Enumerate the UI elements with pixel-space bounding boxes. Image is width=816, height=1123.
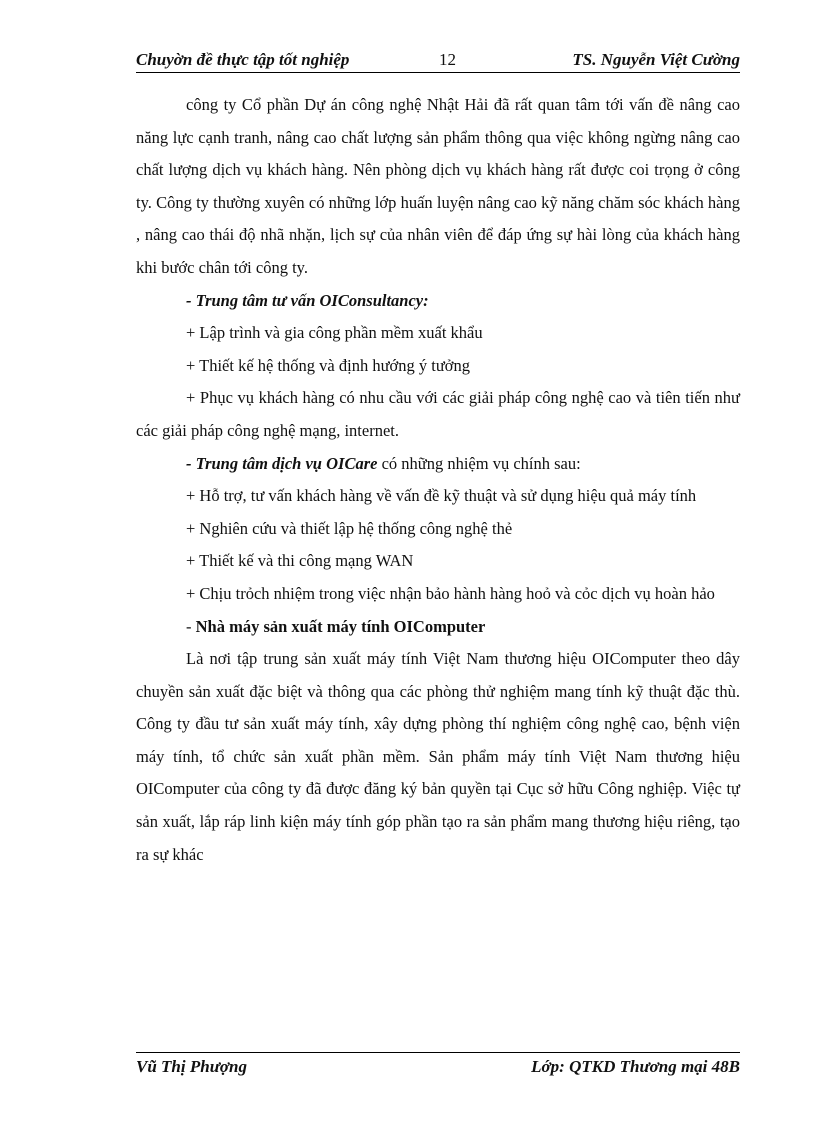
- list-item: + Nghiên cứu và thiết lập hệ thống công nghệ thẻ: [186, 518, 513, 538]
- list-item: + Chịu trỏch nhiệm trong việc nhận bảo hành hàng hoỏ và cỏc dịch vụ hoàn hảo: [186, 583, 715, 603]
- paragraph-oicomputer: Là nơi tập trung sản xuất máy tính Việt Nam thương hiệu OIComputer theo dây chuyền sản xuất đặc biệt và thông qua các phòng thử nghiệm mang tính kỹ thuật đặc thù. Công ty đầu tư sản xuất máy tính, xây dựng phòng thí nghiệm công nghệ cao, bệnh viện máy tính, tổ chức sản xuất phần mềm. Sản phẩm máy tính Việt Nam thương hiệu OIComputer của công ty đã được đăng ký bản quyền tại Cục sở hữu Công nghiệp. Việc tự sản xuất, lắp ráp linh kiện máy tính góp phần tạo ra sản phẩm mang thương hiệu riêng, tạo ra sự khác: [136, 649, 740, 864]
- header-thesis-title: Chuyờn đề thực tập tốt nghiệp: [136, 50, 350, 69]
- heading-oicare-line: [136, 448, 740, 481]
- page-footer: [136, 1052, 740, 1081]
- list-item: + Thiết kế và thi công mạng WAN: [186, 551, 414, 571]
- list-item: + Thiết kế hệ thống và định hướng ý tưởng: [186, 355, 471, 375]
- footer-class: Lớp: QTKD Thương mại 48B: [531, 1057, 740, 1076]
- page-header: [136, 46, 740, 73]
- page-number: 12: [439, 50, 456, 69]
- list-item: + Hỗ trợ, tư vấn khách hàng về vấn đề kỹ thuật và sử dụng hiệu quả máy tính: [186, 486, 697, 506]
- heading-oicare: - Trung tâm dịch vụ OICare: [186, 453, 378, 473]
- heading-oicomputer: Nhà máy sản xuất máy tính OIComputer: [195, 616, 486, 636]
- header-supervisor: TS. Nguyễn Việt Cường: [572, 50, 740, 69]
- footer-author: Vũ Thị Phượng: [136, 1057, 247, 1076]
- paragraph-intro: công ty Cổ phần Dự án công nghệ Nhật Hải đã rất quan tâm tới vấn đề nâng cao năng lực cạnh tranh, nâng cao chất lượng sản phẩm thông qua việc không ngừng nâng cao chất lượng dịch vụ khách hàng. Nên phòng dịch vụ khách hàng rất được coi trọng ở công ty. Công ty thường xuyên có những lớp huấn luyện nâng cao kỹ năng chăm sóc khách hàng , nâng cao thái độ nhã nhặn, lịch sự của nhân viên để đáp ứng sự hài lòng của khách hàng khi bước chân tới công ty.: [136, 95, 740, 277]
- heading-dash: -: [186, 616, 196, 636]
- heading-oiconsultancy: - Trung tâm tư vấn OIConsultancy:: [186, 290, 429, 310]
- heading-oicare-rest: có những nhiệm vụ chính sau:: [377, 453, 581, 473]
- heading-oicomputer-line: [136, 611, 740, 644]
- list-item: + Phục vụ khách hàng có nhu cầu với các giải pháp công nghệ cao và tiên tiến như các giải pháp công nghệ mạng, internet.: [136, 388, 740, 440]
- list-item: + Lập trình và gia công phần mềm xuất khẩu: [186, 323, 483, 343]
- page-body: [136, 89, 740, 871]
